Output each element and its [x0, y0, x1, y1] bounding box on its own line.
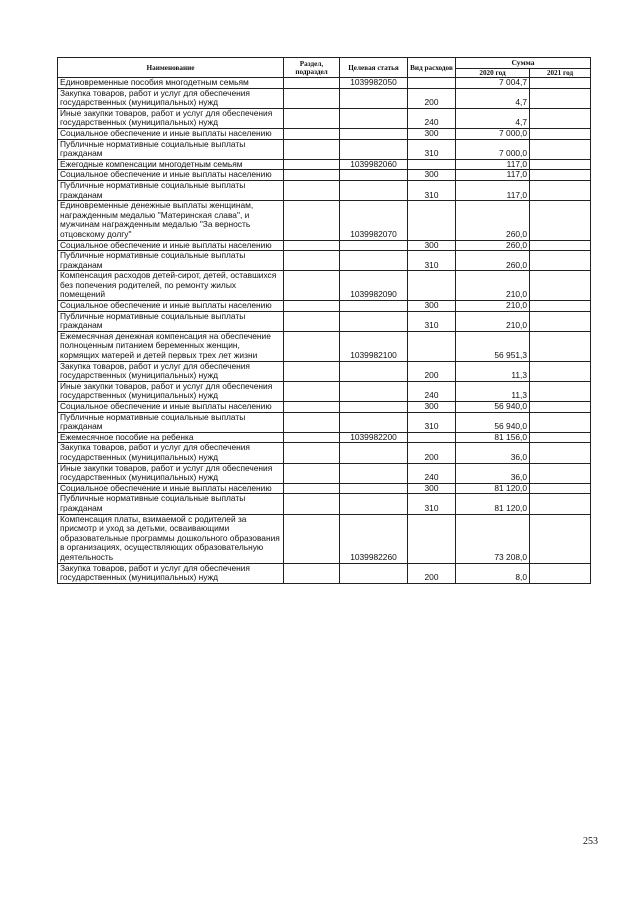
row-sum-2020: 56 940,0	[456, 402, 530, 413]
row-sum-2021	[530, 170, 591, 181]
table-row	[58, 88, 591, 108]
row-sum-2021	[530, 251, 591, 271]
table-row	[58, 412, 591, 432]
row-celevaya	[340, 128, 408, 139]
table-row	[58, 139, 591, 159]
row-celevaya	[340, 139, 408, 159]
table-row	[58, 463, 591, 483]
row-vid: 200	[408, 88, 456, 108]
row-celevaya	[340, 251, 408, 271]
table-row	[58, 311, 591, 331]
table-row	[58, 108, 591, 128]
row-sum-2021	[530, 331, 591, 361]
row-name: Социальное обеспечение и иные выплаты населению	[58, 170, 284, 181]
row-sum-2020: 4,7	[456, 88, 530, 108]
row-razdel	[284, 201, 340, 240]
row-name: Социальное обеспечение и иные выплаты населению	[58, 240, 284, 251]
row-sum-2020: 210,0	[456, 311, 530, 331]
row-name: Публичные нормативные социальные выплаты гражданам	[58, 412, 284, 432]
row-celevaya	[340, 240, 408, 251]
row-sum-2021	[530, 108, 591, 128]
row-sum-2021	[530, 361, 591, 381]
row-celevaya: 1039982100	[340, 331, 408, 361]
row-celevaya	[340, 88, 408, 108]
row-sum-2020: 210,0	[456, 271, 530, 301]
header-name: Наименование	[58, 58, 284, 78]
row-razdel	[284, 311, 340, 331]
row-sum-2020: 7 000,0	[456, 139, 530, 159]
row-sum-2020: 56 940,0	[456, 412, 530, 432]
row-vid: 300	[408, 128, 456, 139]
row-sum-2020: 8,0	[456, 563, 530, 583]
row-name: Закупка товаров, работ и услуг для обеспечения государственных (муниципальных) нужд	[58, 88, 284, 108]
row-sum-2021	[530, 139, 591, 159]
row-razdel	[284, 402, 340, 413]
row-name: Социальное обеспечение и иные выплаты населению	[58, 402, 284, 413]
row-sum-2020: 4,7	[456, 108, 530, 128]
row-name: Ежемесячная денежная компенсация на обеспечение полноценным питанием беременных женщин, кормящих матерей и детей первых трех лет жизни	[58, 331, 284, 361]
row-sum-2021	[530, 412, 591, 432]
row-celevaya: 1039982060	[340, 159, 408, 170]
row-sum-2020: 81 120,0	[456, 483, 530, 494]
row-name: Единовременные пособия многодетным семьям	[58, 78, 284, 89]
table-row	[58, 180, 591, 200]
row-razdel	[284, 170, 340, 181]
row-razdel	[284, 108, 340, 128]
table-row	[58, 494, 591, 514]
table-row	[58, 331, 591, 361]
row-celevaya	[340, 494, 408, 514]
row-razdel	[284, 361, 340, 381]
row-razdel	[284, 251, 340, 271]
row-sum-2020: 7 000,0	[456, 128, 530, 139]
row-name: Социальное обеспечение и иные выплаты населению	[58, 128, 284, 139]
row-razdel	[284, 271, 340, 301]
table-row	[58, 563, 591, 583]
row-name: Закупка товаров, работ и услуг для обеспечения государственных (муниципальных) нужд	[58, 361, 284, 381]
row-razdel	[284, 381, 340, 401]
row-name: Публичные нормативные социальные выплаты гражданам	[58, 139, 284, 159]
row-vid: 310	[408, 139, 456, 159]
header-razdel: Раздел, подраздел	[284, 58, 340, 78]
row-sum-2021	[530, 494, 591, 514]
row-sum-2021	[530, 271, 591, 301]
header-vid: Вид расходов	[408, 58, 456, 78]
row-celevaya: 1039982050	[340, 78, 408, 89]
header-year-2020: 2020 год	[456, 69, 530, 78]
row-sum-2021	[530, 381, 591, 401]
row-razdel	[284, 514, 340, 563]
page-number: 253	[583, 836, 598, 847]
row-vid: 310	[408, 180, 456, 200]
row-name: Публичные нормативные социальные выплаты гражданам	[58, 251, 284, 271]
row-sum-2020: 81 120,0	[456, 494, 530, 514]
table-row	[58, 432, 591, 443]
row-name: Компенсация платы, взимаемой с родителей за присмотр и уход за детьми, осваивающими образовательные программы дошкольного образования в организациях, осуществляющих образовательную деятельность	[58, 514, 284, 563]
table-row	[58, 201, 591, 240]
row-sum-2020: 11,3	[456, 361, 530, 381]
row-sum-2021	[530, 483, 591, 494]
row-sum-2021	[530, 563, 591, 583]
row-vid: 240	[408, 108, 456, 128]
row-celevaya: 1039982260	[340, 514, 408, 563]
table-row	[58, 361, 591, 381]
table-row	[58, 443, 591, 463]
row-sum-2021	[530, 463, 591, 483]
table-row	[58, 381, 591, 401]
row-razdel	[284, 412, 340, 432]
row-celevaya	[340, 108, 408, 128]
table-row	[58, 514, 591, 563]
row-sum-2020: 210,0	[456, 301, 530, 312]
header-summa: Сумма	[456, 58, 591, 69]
row-sum-2021	[530, 240, 591, 251]
row-celevaya: 1039982200	[340, 432, 408, 443]
row-name: Публичные нормативные социальные выплаты гражданам	[58, 180, 284, 200]
row-sum-2020: 117,0	[456, 159, 530, 170]
row-celevaya: 1039982090	[340, 271, 408, 301]
table-row	[58, 240, 591, 251]
row-name: Публичные нормативные социальные выплаты гражданам	[58, 494, 284, 514]
row-vid	[408, 331, 456, 361]
row-vid	[408, 78, 456, 89]
row-vid: 310	[408, 311, 456, 331]
row-celevaya	[340, 463, 408, 483]
row-sum-2021	[530, 180, 591, 200]
row-razdel	[284, 443, 340, 463]
row-celevaya	[340, 443, 408, 463]
row-celevaya	[340, 301, 408, 312]
row-celevaya	[340, 402, 408, 413]
row-vid: 300	[408, 301, 456, 312]
row-sum-2020: 36,0	[456, 443, 530, 463]
row-name: Публичные нормативные социальные выплаты гражданам	[58, 311, 284, 331]
row-name: Иные закупки товаров, работ и услуг для обеспечения государственных (муниципальных) нужд	[58, 108, 284, 128]
row-vid	[408, 159, 456, 170]
row-celevaya	[340, 170, 408, 181]
table-row	[58, 170, 591, 181]
row-sum-2021	[530, 402, 591, 413]
row-celevaya	[340, 563, 408, 583]
row-sum-2020: 260,0	[456, 240, 530, 251]
row-sum-2021	[530, 201, 591, 240]
row-vid: 240	[408, 463, 456, 483]
row-vid: 310	[408, 251, 456, 271]
table-row	[58, 251, 591, 271]
row-name: Иные закупки товаров, работ и услуг для обеспечения государственных (муниципальных) нужд	[58, 381, 284, 401]
row-name: Социальное обеспечение и иные выплаты населению	[58, 483, 284, 494]
row-celevaya	[340, 311, 408, 331]
row-name: Закупка товаров, работ и услуг для обеспечения государственных (муниципальных) нужд	[58, 443, 284, 463]
row-vid	[408, 432, 456, 443]
table-row	[58, 301, 591, 312]
row-sum-2020: 81 156,0	[456, 432, 530, 443]
row-sum-2021	[530, 78, 591, 89]
table-row	[58, 128, 591, 139]
row-sum-2021	[530, 432, 591, 443]
row-vid	[408, 514, 456, 563]
table-row	[58, 159, 591, 170]
row-razdel	[284, 494, 340, 514]
row-vid	[408, 201, 456, 240]
row-celevaya	[340, 381, 408, 401]
row-name: Иные закупки товаров, работ и услуг для обеспечения государственных (муниципальных) нужд	[58, 463, 284, 483]
row-sum-2021	[530, 443, 591, 463]
row-vid: 240	[408, 381, 456, 401]
row-vid: 300	[408, 483, 456, 494]
row-vid: 310	[408, 412, 456, 432]
row-razdel	[284, 88, 340, 108]
table-row	[58, 271, 591, 301]
row-vid: 300	[408, 240, 456, 251]
table-row	[58, 483, 591, 494]
row-name: Компенсация расходов детей-сирот, детей, оставшихся без попечения родителей, по ремонту жилых помещений	[58, 271, 284, 301]
row-sum-2021	[530, 301, 591, 312]
row-celevaya	[340, 412, 408, 432]
row-name: Единовременные денежные выплаты женщинам, награжденным медалью "Материнская слава", и мужчинам награжденным медалью "За верность отцовскому долгу"	[58, 201, 284, 240]
row-sum-2020: 73 208,0	[456, 514, 530, 563]
row-celevaya: 1039982070	[340, 201, 408, 240]
row-vid: 200	[408, 563, 456, 583]
row-razdel	[284, 240, 340, 251]
row-sum-2020: 260,0	[456, 251, 530, 271]
row-celevaya	[340, 180, 408, 200]
header-year-2021: 2021 год	[530, 69, 591, 78]
table-row	[58, 78, 591, 89]
row-vid: 300	[408, 170, 456, 181]
row-sum-2020: 260,0	[456, 201, 530, 240]
row-vid: 200	[408, 361, 456, 381]
row-vid: 310	[408, 494, 456, 514]
table-body	[58, 78, 591, 584]
row-razdel	[284, 463, 340, 483]
row-razdel	[284, 78, 340, 89]
row-sum-2021	[530, 514, 591, 563]
row-name: Закупка товаров, работ и услуг для обеспечения государственных (муниципальных) нужд	[58, 563, 284, 583]
row-sum-2021	[530, 159, 591, 170]
row-celevaya	[340, 361, 408, 381]
row-name: Ежегодные компенсации многодетным семьям	[58, 159, 284, 170]
row-sum-2020: 7 004,7	[456, 78, 530, 89]
table-row	[58, 402, 591, 413]
table-header	[58, 58, 591, 78]
row-razdel	[284, 159, 340, 170]
header-celevaya: Целевая статья	[340, 58, 408, 78]
row-vid	[408, 271, 456, 301]
row-sum-2021	[530, 88, 591, 108]
row-sum-2021	[530, 128, 591, 139]
row-razdel	[284, 180, 340, 200]
row-sum-2020: 117,0	[456, 170, 530, 181]
budget-table	[57, 57, 591, 584]
row-razdel	[284, 563, 340, 583]
row-name: Социальное обеспечение и иные выплаты населению	[58, 301, 284, 312]
row-sum-2020: 56 951,3	[456, 331, 530, 361]
row-razdel	[284, 331, 340, 361]
row-sum-2020: 36,0	[456, 463, 530, 483]
row-razdel	[284, 432, 340, 443]
row-razdel	[284, 483, 340, 494]
row-vid: 300	[408, 402, 456, 413]
row-sum-2020: 11,3	[456, 381, 530, 401]
row-name: Ежемесячное пособие на ребенка	[58, 432, 284, 443]
row-sum-2021	[530, 311, 591, 331]
row-razdel	[284, 128, 340, 139]
row-sum-2020: 117,0	[456, 180, 530, 200]
row-razdel	[284, 139, 340, 159]
row-celevaya	[340, 483, 408, 494]
row-razdel	[284, 301, 340, 312]
row-vid: 200	[408, 443, 456, 463]
